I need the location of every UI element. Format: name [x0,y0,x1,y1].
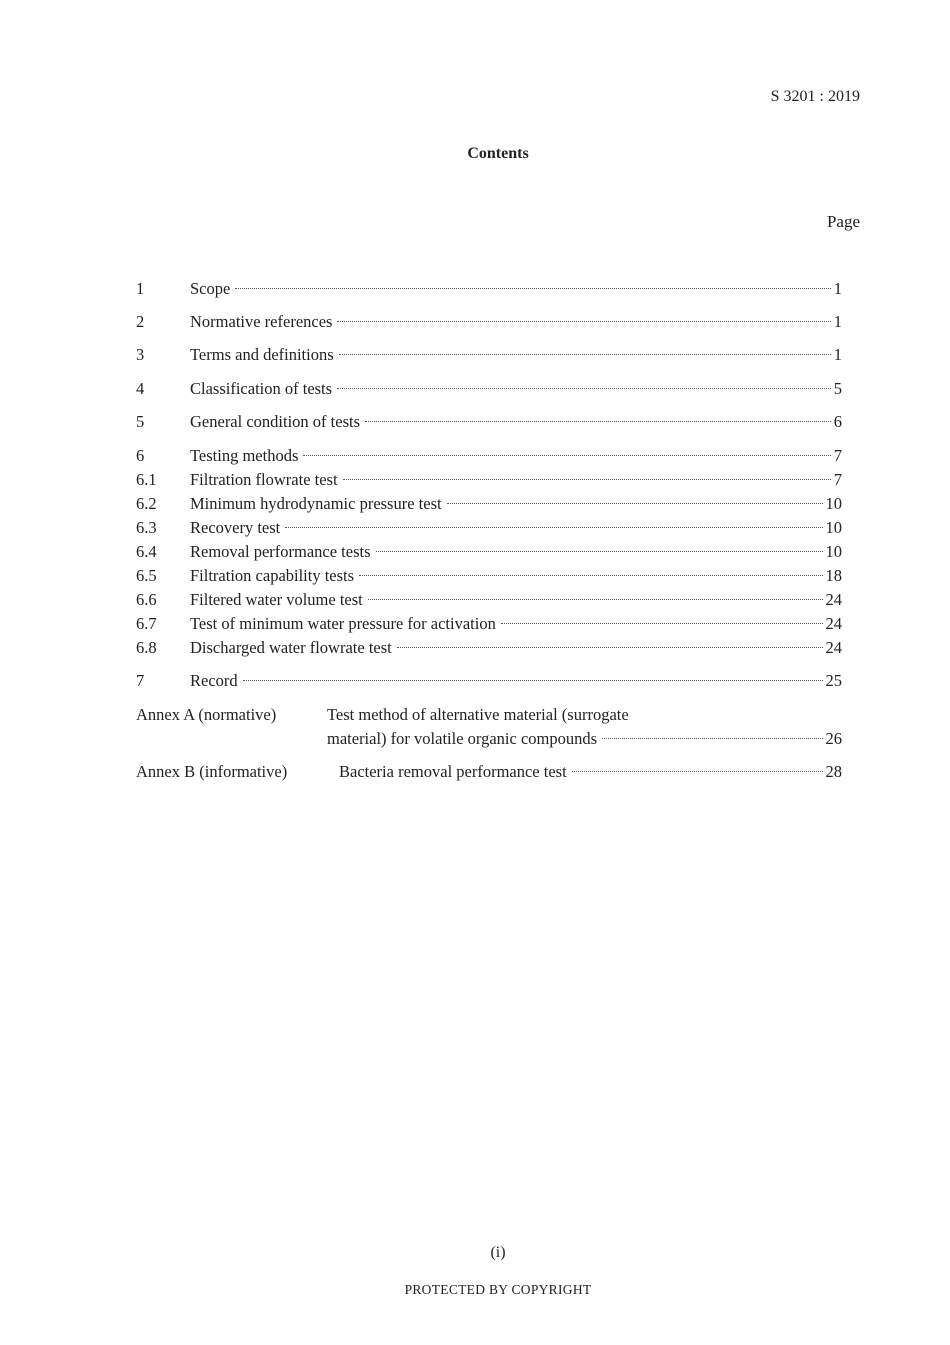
toc-page: 10 [825,542,842,561]
dot-leader [337,388,831,389]
toc-number: 3 [136,345,145,364]
toc-label: Minimum hydrodynamic pressure test [190,494,442,513]
toc-entry[interactable] [136,589,842,611]
toc-label: Recovery test [190,518,281,537]
toc-page: 1 [833,312,842,331]
toc-page: 10 [825,518,842,537]
toc-page: 1 [833,345,842,364]
toc-entry[interactable] [136,411,842,433]
standard-number: S 3201 : 2019 [770,88,860,105]
toc-entry[interactable] [136,670,842,692]
toc-entry[interactable] [136,493,842,515]
toc-label: Filtered water volume test [190,590,363,609]
toc-number: 6.5 [136,566,157,585]
dot-leader [343,479,831,480]
toc-label: Test of minimum water pressure for activation [190,614,496,633]
toc-label: General condition of tests [190,412,360,431]
dot-leader [303,455,830,456]
toc-label: Terms and definitions [190,345,334,364]
toc-entry[interactable] [136,378,842,400]
toc-number: 6.7 [136,614,157,633]
toc-number: 5 [136,412,145,431]
toc-page: 24 [825,614,842,633]
toc-number: 4 [136,379,145,398]
toc-number: 6.2 [136,494,157,513]
toc-page: 7 [833,446,842,465]
toc-number: 1 [136,279,145,298]
toc-label: Normative references [190,312,333,331]
dot-leader [337,321,830,322]
toc-label: Scope [190,279,231,298]
toc-entry[interactable] [136,541,842,563]
toc-label: Discharged water flowrate test [190,638,392,657]
annex-tag: Annex B (informative) [136,762,288,781]
annex-b-entry[interactable] [136,761,842,783]
toc-number: 6 [136,446,145,465]
toc-page: 28 [825,762,842,781]
annex-title-line1: Test method of alternative material (surrogate [327,705,629,724]
toc-label: Filtration flowrate test [190,470,338,489]
toc-page: 10 [825,494,842,513]
dot-leader [359,575,822,576]
annex-a-entry[interactable] [136,704,842,726]
dot-leader [235,288,830,289]
toc-entry[interactable] [136,517,842,539]
toc-entry[interactable] [136,445,842,467]
dot-leader [339,354,831,355]
copyright-notice: PROTECTED BY COPYRIGHT [404,1282,592,1297]
dot-leader [368,599,823,600]
dot-leader [397,647,823,648]
page-column-header: Page [826,212,860,231]
annex-a-entry-cont[interactable] [136,728,842,750]
toc-number: 6.8 [136,638,157,657]
toc-number: 6.4 [136,542,157,561]
toc-number: 6.3 [136,518,157,537]
toc-page: 1 [833,279,842,298]
annex-title: Bacteria removal performance test [339,762,567,781]
toc-entry[interactable] [136,613,842,635]
dot-leader [602,738,822,739]
toc-number: 2 [136,312,145,331]
dot-leader [501,623,823,624]
toc-entry[interactable] [136,637,842,659]
toc-entry[interactable] [136,469,842,491]
annex-tag: Annex A (normative) [136,705,277,724]
toc-entry[interactable] [136,344,842,366]
toc-number: 6.1 [136,470,157,489]
toc-label: Filtration capability tests [190,566,355,585]
footer-page-number: (i) [490,1244,506,1261]
dot-leader [243,680,823,681]
toc-page: 26 [825,729,842,748]
dot-leader [572,771,823,772]
toc-page: 25 [825,671,842,690]
toc-entry[interactable] [136,565,842,587]
dot-leader [285,527,822,528]
toc-number: 6.6 [136,590,157,609]
toc-entry[interactable] [136,278,842,300]
toc-page: 5 [833,379,842,398]
toc-label: Classification of tests [190,379,333,398]
toc-entry[interactable] [136,311,842,333]
toc-page: 7 [833,470,842,489]
toc-label: Removal performance tests [190,542,371,561]
dot-leader [447,503,823,504]
toc-page: 18 [825,566,842,585]
toc-label: Record [190,671,238,690]
toc-label: Testing methods [190,446,299,465]
annex-title-line2: material) for volatile organic compounds [327,729,598,748]
page-title: Contents [467,145,529,162]
toc-page: 24 [825,590,842,609]
toc-number: 7 [136,671,145,690]
dot-leader [376,551,823,552]
toc-page: 6 [833,412,842,431]
dot-leader [365,421,831,422]
toc-page: 24 [825,638,842,657]
